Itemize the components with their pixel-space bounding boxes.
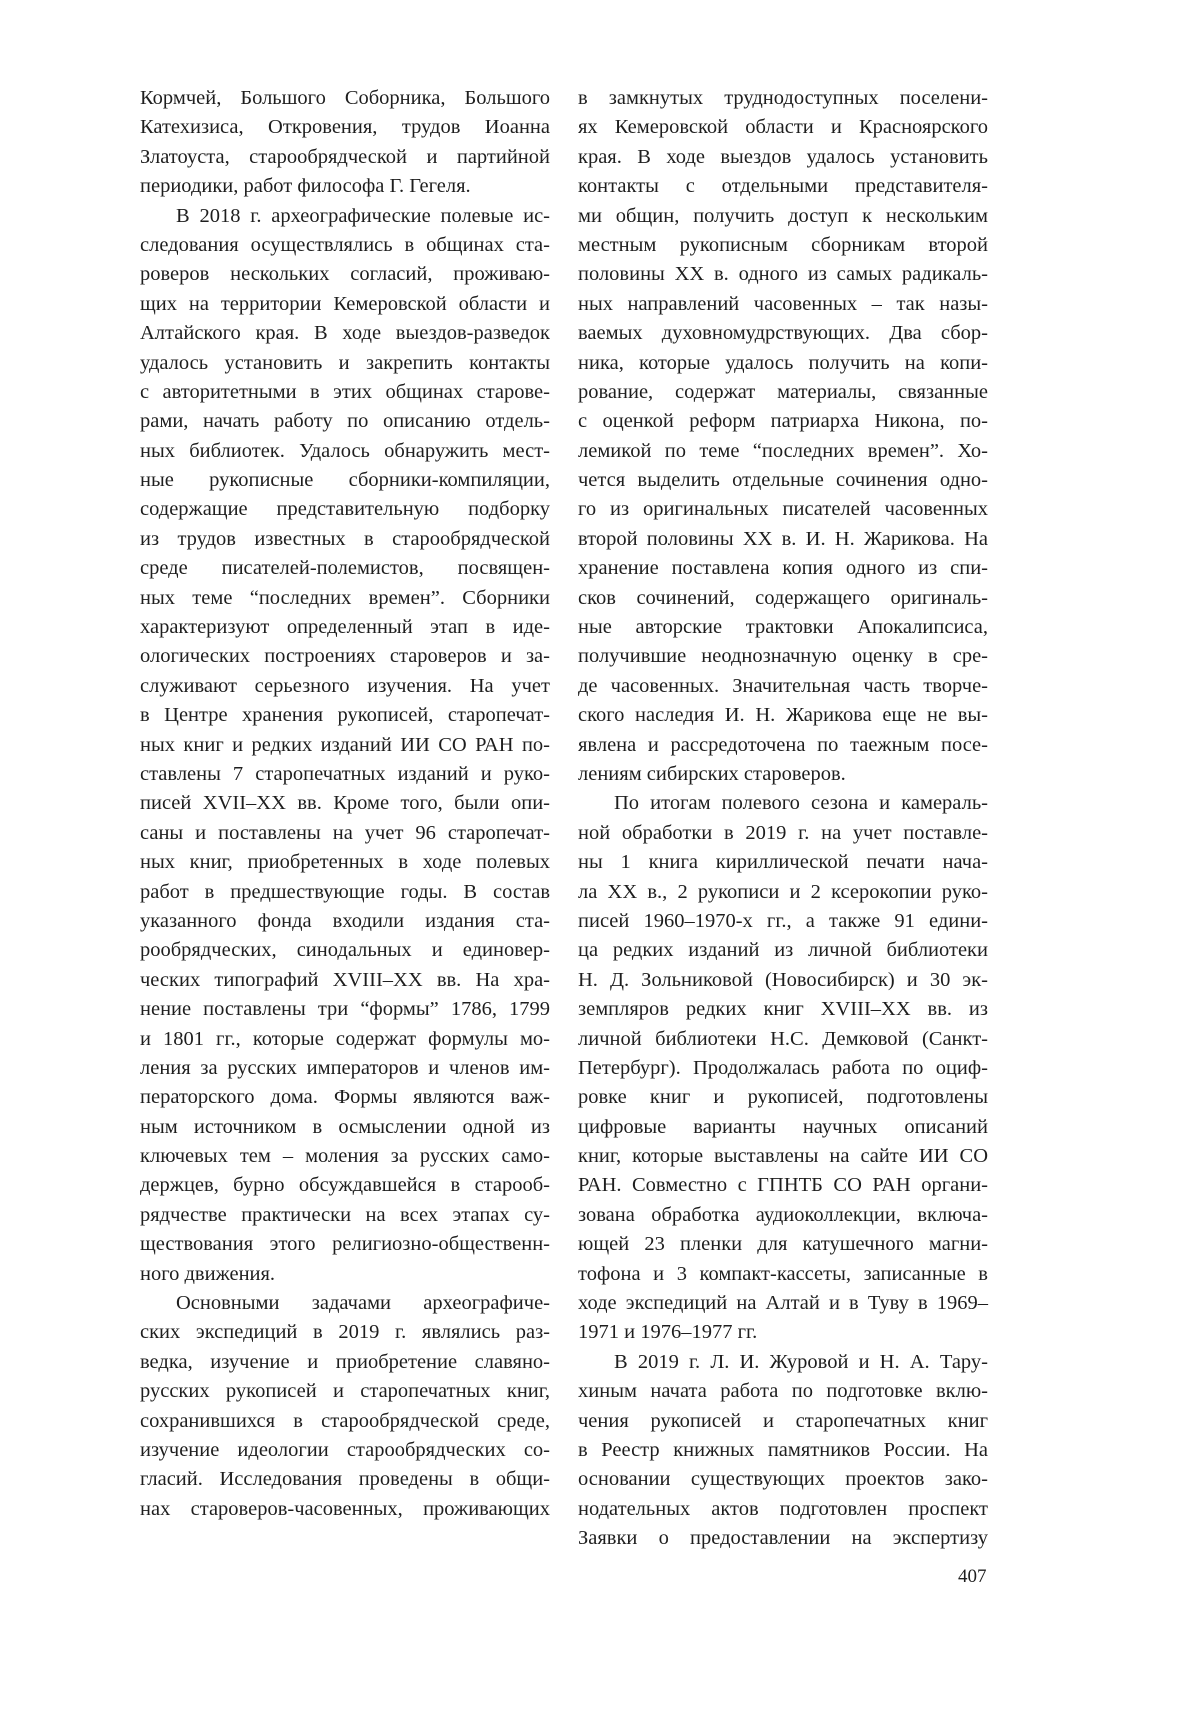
text-line: ологических построениях староверов и за- (140, 642, 550, 671)
text-line: периодики, работ философа Г. Гегеля. (140, 172, 550, 201)
text-line: ных библиотек. Удалось обнаружить мест- (140, 437, 550, 466)
text-line: ровке книг и рукописей, подготовлены (578, 1083, 988, 1112)
text-line: ющей 23 пленки для катушечного магни- (578, 1230, 988, 1259)
text-line: работ в предшествующие годы. В состав (140, 878, 550, 907)
text-line: ны 1 книга кириллической печати нача- (578, 848, 988, 877)
text-line: в замкнутых труднодоступных поселени- (578, 84, 988, 113)
right-column (578, 84, 988, 1554)
text-line: ского наследия И. Н. Жарикова еще не вы- (578, 701, 988, 730)
text-line: сков сочинений, содержащего оригиналь- (578, 584, 988, 613)
text-line: края. В ходе выездов удалось установить (578, 143, 988, 172)
text-line: удалось установить и закрепить контакты (140, 349, 550, 378)
text-line: ной обработки в 2019 г. на учет поставле- (578, 819, 988, 848)
text-line: лемикой по теме “последних времен”. Хо- (578, 437, 988, 466)
text-line: второй половины XX в. И. Н. Жарикова. На (578, 525, 988, 554)
text-line: земпляров редких книг XVIII–XX вв. из (578, 995, 988, 1024)
text-line: указанного фонда входили издания ста- (140, 907, 550, 936)
text-line: По итогам полевого сезона и камераль- (578, 789, 988, 818)
text-line: книг, которые выставлены на сайте ИИ СО (578, 1142, 988, 1171)
text-line: рядчестве практически на всех этапах су- (140, 1201, 550, 1230)
text-line: 1971 и 1976–1977 гг. (578, 1318, 988, 1347)
text-line: лениям сибирских староверов. (578, 760, 988, 789)
text-line: Заявки о предоставлении на экспертизу (578, 1524, 988, 1553)
text-line: Катехизиса, Откровения, трудов Иоанна (140, 113, 550, 142)
text-line: ные рукописные сборники-компиляции, (140, 466, 550, 495)
page-number: 407 (958, 1566, 987, 1588)
text-line: ческих типографий XVIII–XX вв. На хра- (140, 966, 550, 995)
text-line: писей 1960–1970-х гг., а также 91 едини- (578, 907, 988, 936)
text-line: ного движения. (140, 1260, 550, 1289)
text-line: в Центре хранения рукописей, старопечат- (140, 701, 550, 730)
paragraph (140, 202, 550, 1289)
text-line: ставлены 7 старопечатных изданий и руко- (140, 760, 550, 789)
text-line: чения рукописей и старопечатных книг (578, 1407, 988, 1436)
paragraph (140, 1289, 550, 1524)
text-line: сохранившихся в старообрядческой среде, (140, 1407, 550, 1436)
text-line: и 1801 гг., которые содержат формулы мо- (140, 1025, 550, 1054)
text-line: ных направлений часовенных – так назы- (578, 290, 988, 319)
text-line: Алтайского края. В ходе выездов-разведок (140, 319, 550, 348)
text-line: саны и поставлены на учет 96 старопечат- (140, 819, 550, 848)
text-line: цифровые варианты научных описаний (578, 1113, 988, 1142)
text-line: рование, содержат материалы, связанные (578, 378, 988, 407)
text-line: получившие неоднозначную оценку в сре- (578, 642, 988, 671)
text-line: Кормчей, Большого Соборника, Большого (140, 84, 550, 113)
text-line: следования осуществлялись в общинах ста- (140, 231, 550, 260)
text-line: половины XX в. одного из самых радикаль- (578, 260, 988, 289)
paragraph (578, 84, 988, 789)
text-line: В 2018 г. археографические полевые ис- (140, 202, 550, 231)
text-line: ных книг и редких изданий ИИ СО РАН по- (140, 731, 550, 760)
text-line: Н. Д. Зольниковой (Новосибирск) и 30 эк- (578, 966, 988, 995)
text-line: го из оригинальных писателей часовенных (578, 495, 988, 524)
text-line: содержащие представительную подборку (140, 495, 550, 524)
text-line: тофона и 3 компакт-кассеты, записанные в (578, 1260, 988, 1289)
text-line: ления за русских императоров и членов им- (140, 1054, 550, 1083)
text-line: рообрядческих, синодальных и единовер- (140, 936, 550, 965)
text-line: нодательных актов подготовлен проспект (578, 1495, 988, 1524)
text-line: с оценкой реформ патриарха Никона, по- (578, 407, 988, 436)
text-line: нение поставлены три “формы” 1786, 1799 (140, 995, 550, 1024)
text-line: рами, начать работу по описанию отдель- (140, 407, 550, 436)
text-line: из трудов известных в старообрядческой (140, 525, 550, 554)
text-line: Основными задачами археографиче- (140, 1289, 550, 1318)
text-line: ключевых тем – моления за русских само- (140, 1142, 550, 1171)
text-line: ских экспедиций в 2019 г. являлись раз- (140, 1318, 550, 1347)
text-line: ператорского дома. Формы являются важ- (140, 1083, 550, 1112)
text-line: ных книг, приобретенных в ходе полевых (140, 848, 550, 877)
text-line: с авторитетными в этих общинах старове- (140, 378, 550, 407)
text-line: характеризуют определенный этап в иде- (140, 613, 550, 642)
text-line: держцев, бурно обсуждавшейся в старооб- (140, 1171, 550, 1200)
text-line: служивают серьезного изучения. На учет (140, 672, 550, 701)
text-line: Златоуста, старообрядческой и партийной (140, 143, 550, 172)
text-line: РАН. Совместно с ГПНТБ СО РАН органи- (578, 1171, 988, 1200)
text-line: явлена и рассредоточена по таежным посе- (578, 731, 988, 760)
text-line: ца редких изданий из личной библиотеки (578, 936, 988, 965)
text-line: ведка, изучение и приобретение славяно- (140, 1348, 550, 1377)
text-line: хранение поставлена копия одного из спи- (578, 554, 988, 583)
text-line: хиным начата работа по подготовке вклю- (578, 1377, 988, 1406)
text-line: ществования этого религиозно-общественн- (140, 1230, 550, 1259)
text-line: среде писателей-полемистов, посвящен- (140, 554, 550, 583)
left-column (140, 84, 550, 1524)
text-line: в Реестр книжных памятников России. На (578, 1436, 988, 1465)
text-line: роверов нескольких согласий, проживаю- (140, 260, 550, 289)
text-line: чется выделить отдельные сочинения одно- (578, 466, 988, 495)
text-line: контакты с отдельными представителя- (578, 172, 988, 201)
text-line: гласий. Исследования проведены в общи- (140, 1465, 550, 1494)
text-line: зована обработка аудиоколлекции, включа- (578, 1201, 988, 1230)
text-line: местным рукописным сборникам второй (578, 231, 988, 260)
text-line: Петербург). Продолжалась работа по оциф- (578, 1054, 988, 1083)
text-line: щих на территории Кемеровской области и (140, 290, 550, 319)
text-line: ным источником в осмыслении одной из (140, 1113, 550, 1142)
paragraph (140, 84, 550, 202)
text-line: ях Кемеровской области и Красноярского (578, 113, 988, 142)
paragraph (578, 1348, 988, 1554)
text-line: В 2019 г. Л. И. Журовой и Н. А. Тару- (578, 1348, 988, 1377)
text-line: ми общин, получить доступ к нескольким (578, 202, 988, 231)
text-line: де часовенных. Значительная часть творче- (578, 672, 988, 701)
text-line: ходе экспедиций на Алтай и в Туву в 1969– (578, 1289, 988, 1318)
text-line: писей XVII–XX вв. Кроме того, были опи- (140, 789, 550, 818)
text-line: изучение идеологии старообрядческих со- (140, 1436, 550, 1465)
text-line: личной библиотеки Н.С. Демковой (Санкт- (578, 1025, 988, 1054)
text-line: русских рукописей и старопечатных книг, (140, 1377, 550, 1406)
text-line: ваемых духовномудрствующих. Два сбор- (578, 319, 988, 348)
text-line: ных теме “последних времен”. Сборники (140, 584, 550, 613)
text-line: ные авторские трактовки Апокалипсиса, (578, 613, 988, 642)
text-line: ника, которые удалось получить на копи- (578, 349, 988, 378)
text-line: основании существующих проектов зако- (578, 1465, 988, 1494)
paragraph (578, 789, 988, 1347)
text-line: нах староверов-часовенных, проживающих (140, 1495, 550, 1524)
text-line: ла XX в., 2 рукописи и 2 ксерокопии руко- (578, 878, 988, 907)
